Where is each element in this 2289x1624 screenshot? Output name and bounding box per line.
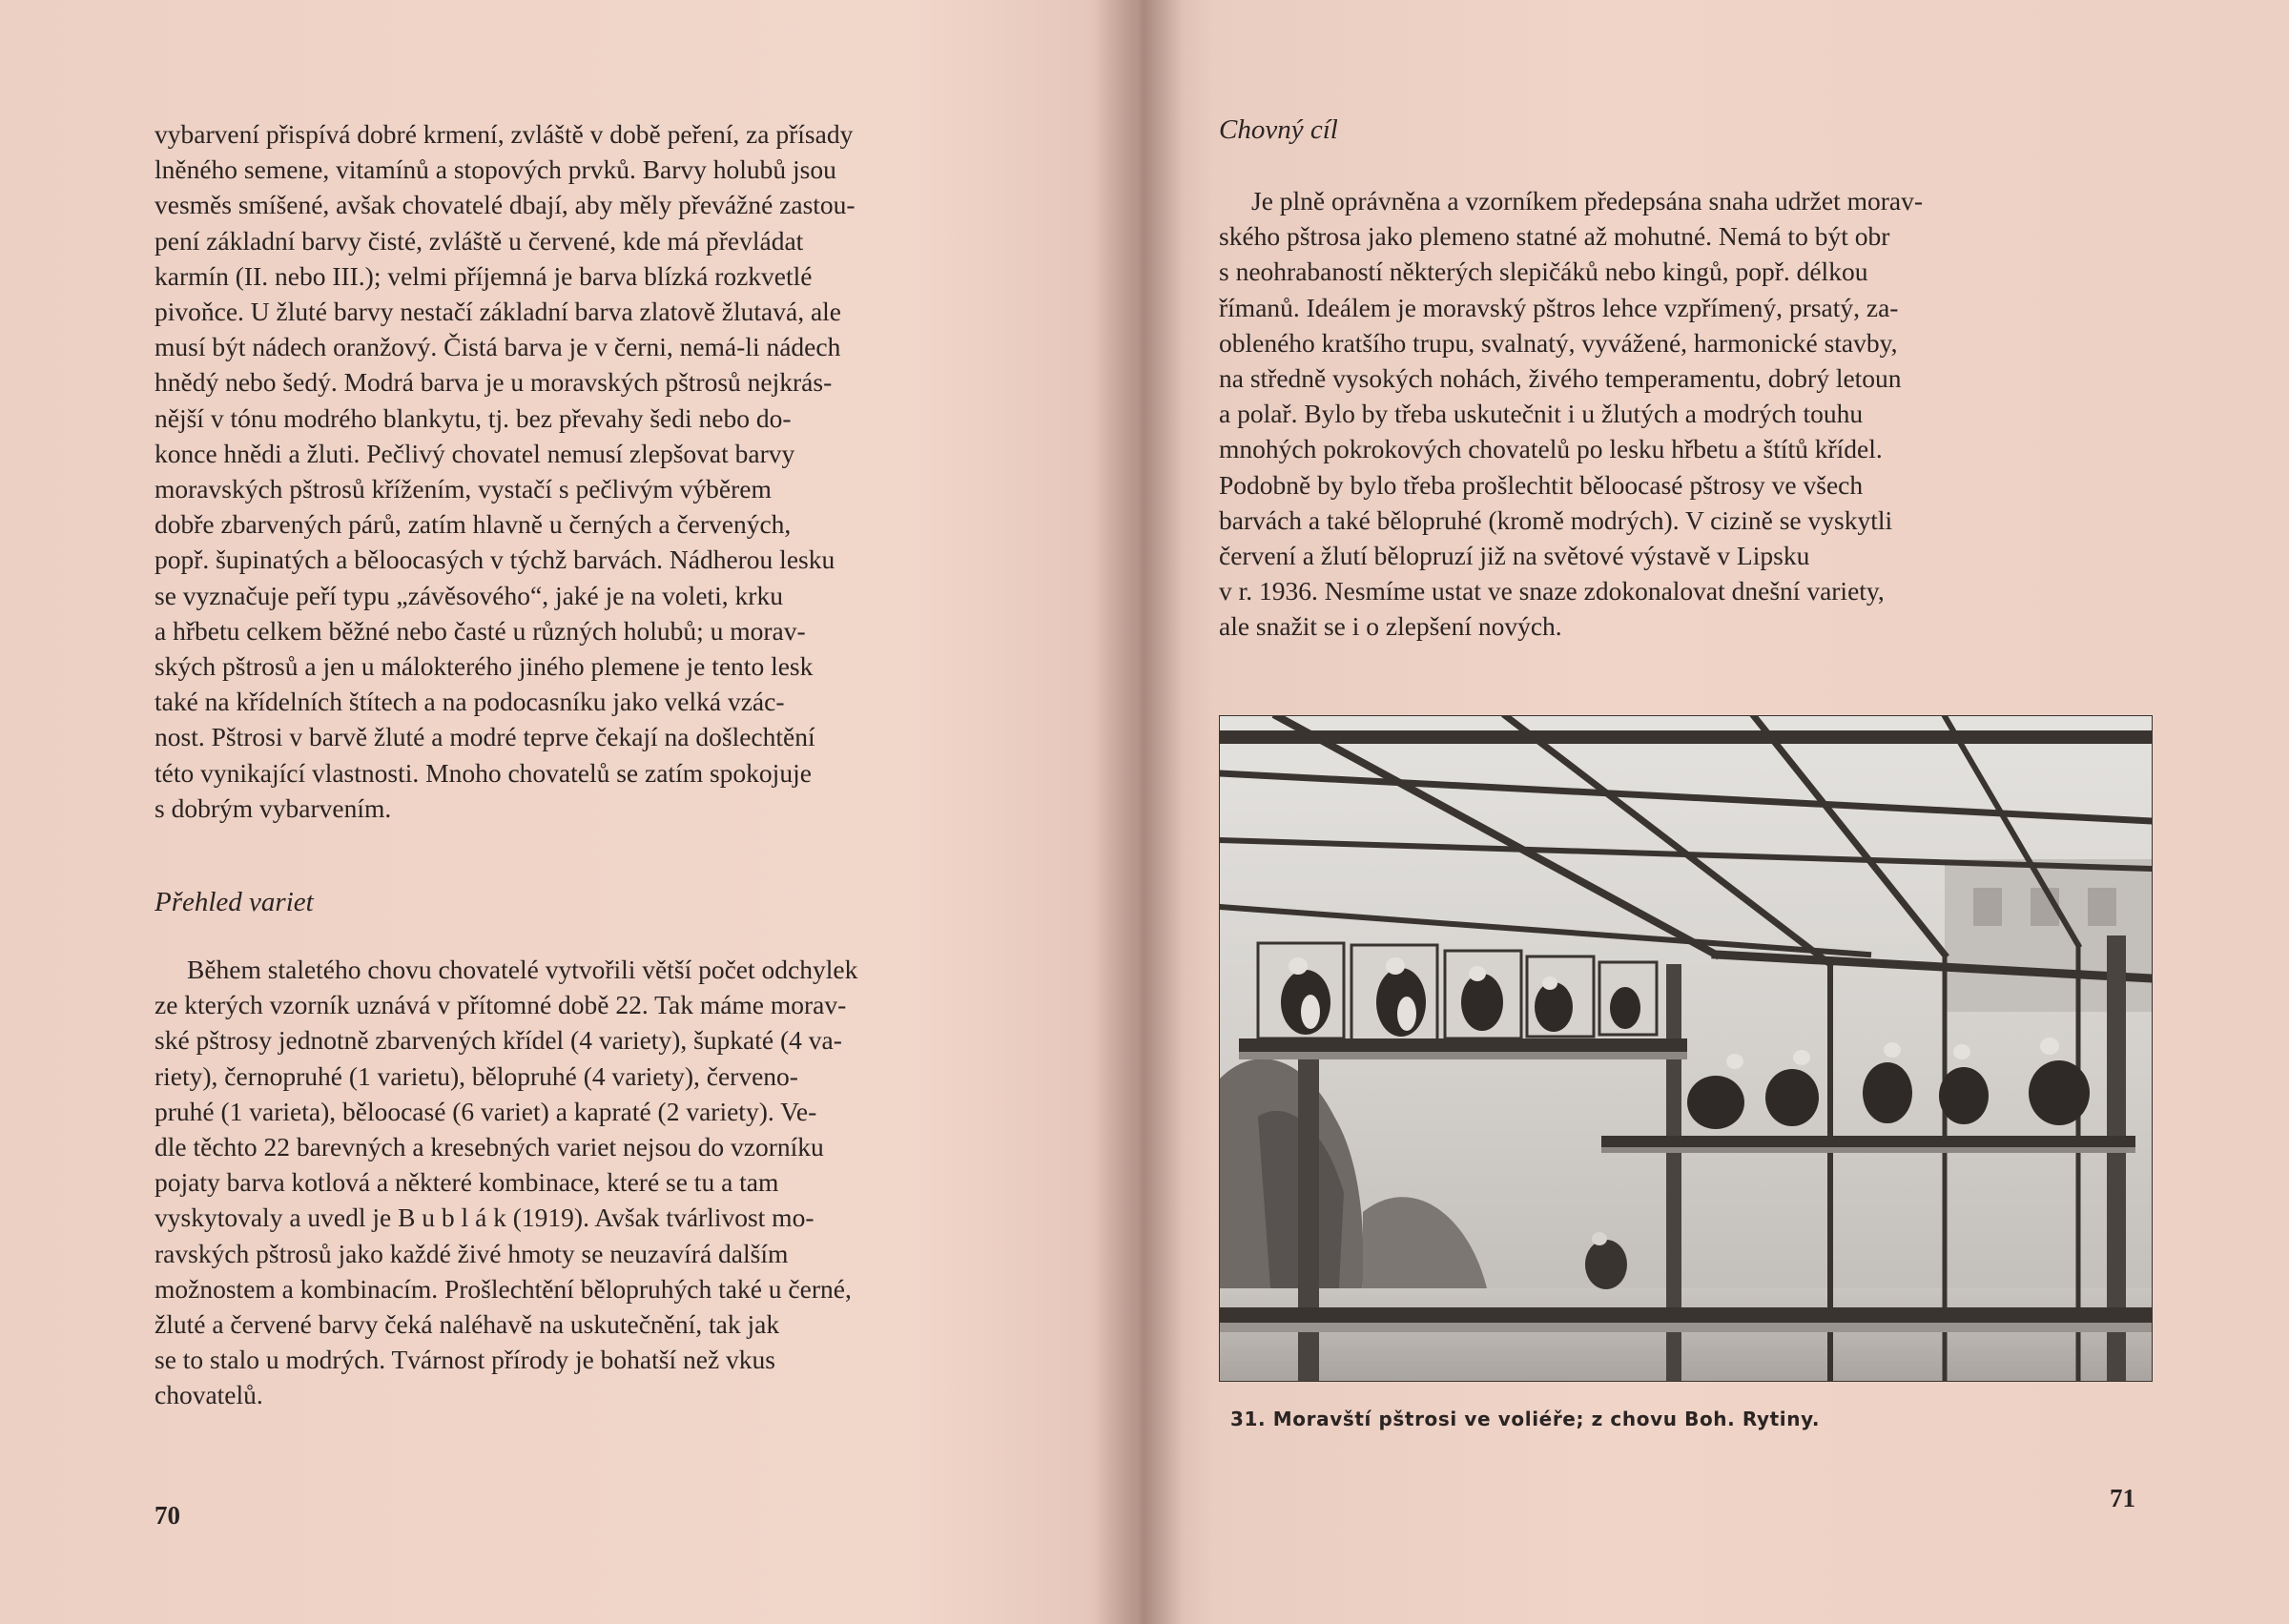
left-p2-line: ské pštrosy jednotně zbarvených křídel (4 variety), šupkaté (4 va-	[155, 1025, 842, 1056]
left-p2-line: dle těchto 22 barevných a kresebných variet nejsou do vzorníku	[155, 1132, 824, 1162]
left-p2-line: Během staletého chovu chovatelé vytvořili větší počet odchylek	[187, 955, 858, 984]
right-p1-line: římanů. Ideálem je moravský pštros lehce vzpřímený, prsatý, za-	[1219, 292, 1899, 322]
right-p1-line: Je plně oprávněna a vzorníkem předepsána snaha udržet morav-	[1251, 186, 1924, 216]
aviary-photo-illustration	[1220, 716, 2152, 1381]
left-p2-line: riety), černopruhé (1 varietu), bělopruhé (4 variety), červeno-	[155, 1060, 798, 1091]
left-p1-line: lněného semene, vitamínů a stopových prvků. Barvy holubů jsou	[155, 154, 836, 185]
right-section-heading: Chovný cíl	[1219, 114, 1338, 145]
page-number-left: 70	[155, 1501, 180, 1530]
left-p1-line: pení základní barvy čisté, zvláště u červené, kde má převládat	[155, 225, 804, 256]
left-p1-line: vybarvení přispívá dobré krmení, zvláště v době peření, za přísady	[155, 119, 854, 149]
left-p1-line: ských pštrosů a jen u málokterého jiného plemene je tento lesk	[155, 651, 814, 682]
left-p2-line: ravských pštrosů jako každé živé hmoty se neuzavírá dalším	[155, 1238, 789, 1268]
right-p1-line: Podobně by bylo třeba prošlechtit běloocasé pštrosy ve všech	[1219, 469, 1864, 500]
left-p1-line: a hřbetu celkem běžné nebo časté u různých holubů; u morav-	[155, 615, 806, 646]
left-paragraph-1	[155, 116, 1072, 826]
left-p2-line: pruhé (1 varieta), běloocasé (6 variet) a kapraté (2 variety). Ve-	[155, 1096, 817, 1126]
right-p1-line: obleného kratšího trupu, svalnatý, vyvážené, harmonické stavby,	[1219, 327, 1898, 358]
left-p2-line: pojaty barva kotlová a některé kombinace, které se tu a tam	[155, 1167, 779, 1198]
left-p2-line: žluté a červené barvy čeká naléhavě na uskutečnění, tak jak	[155, 1309, 780, 1340]
left-p1-line: karmín (II. nebo III.); velmi příjemná je barva blízká rozkvetlé	[155, 260, 813, 291]
page-number-right: 71	[2110, 1484, 2135, 1512]
left-p1-line: se vyznačuje peří typu „závěsového“, jaké je na voleti, krku	[155, 580, 783, 610]
right-p1-line: a polař. Bylo by třeba uskutečnit i u žlutých a modrých touhu	[1219, 399, 1864, 429]
left-p1-line: nost. Pštrosi v barvě žluté a modré teprve čekají na došlechtění	[155, 722, 815, 752]
left-page	[0, 0, 1135, 1624]
left-p2-line: možnostem a kombinacím. Prošlechtění bělopruhých také u černé,	[155, 1273, 852, 1304]
aviary-photo	[1219, 715, 2153, 1382]
right-p1-line: na středně vysokých nohách, živého temperamentu, dobrý letoun	[1219, 363, 1902, 394]
left-p1-line: nější v tónu modrého blankytu, tj. bez převahy šedi nebo do-	[155, 402, 792, 433]
left-p1-line: moravských pštrosů křížením, vystačí s pečlivým výběrem	[155, 474, 772, 504]
left-p1-line: také na křídelních štítech a na podocasníku jako velká vzác-	[155, 687, 785, 717]
left-section-heading: Přehled variet	[155, 887, 314, 917]
right-p1-line: mnohých pokrokových chovatelů po lesku hřbetu a štítů křídel.	[1219, 434, 1883, 464]
right-p1-line: barvách a také bělopruhé (kromě modrých). V cizině se vyskytli	[1219, 504, 1893, 535]
left-p1-line: této vynikající vlastnosti. Mnoho chovatelů se zatím spokojuje	[155, 757, 812, 788]
left-p2-line: vyskytovaly a uvedl je B u b l á k (1919). Avšak tvárlivost mo-	[155, 1203, 815, 1233]
right-p1-line: ale snažit se i o zlepšení nových.	[1219, 611, 1562, 642]
left-paragraph-2	[155, 952, 1072, 1413]
left-p2-line: ze kterých vzorník uznává v přítomné době 22. Tak máme morav-	[155, 990, 847, 1020]
left-p1-line: vesměs smíšené, avšak chovatelé dbají, aby měly převážné zastou-	[155, 190, 856, 220]
right-paragraph-1	[1219, 183, 2144, 645]
right-p1-line: červení a žlutí bělopruzí již na světové výstavě v Lipsku	[1219, 541, 1810, 571]
right-p1-line: v r. 1936. Nesmíme ustat ve snaze zdokonalovat dnešní variety,	[1219, 576, 1885, 606]
left-p1-line: hnědý nebo šedý. Modrá barva je u moravských pštrosů nejkrás-	[155, 367, 833, 398]
left-p1-line: dobře zbarvených párů, zatím hlavně u černých a červených,	[155, 509, 792, 540]
figure-caption: 31. Moravští pštrosi ve voliéře; z chovu Boh. Rytiny.	[1230, 1408, 1821, 1430]
right-p1-line: ského pštrosa jako plemeno statné až mohutné. Nemá to být obr	[1219, 221, 1890, 252]
left-p1-line: s dobrým vybarvením.	[155, 792, 392, 823]
left-p1-line: popř. šupinatých a běloocasých v týchž barvách. Nádherou lesku	[155, 545, 835, 575]
left-p1-line: musí být nádech oranžový. Čistá barva je v černi, nemá-li nádech	[155, 332, 841, 362]
left-p2-line: se to stalo u modrých. Tvárnost přírody je bohatší než vkus	[155, 1345, 775, 1375]
left-p1-line: konce hnědi a žluti. Pečlivý chovatel nemusí zlepšovat barvy	[155, 438, 795, 468]
left-p2-line: chovatelů.	[155, 1380, 263, 1410]
right-p1-line: s neohrabaností některých slepičáků nebo kingů, popř. délkou	[1219, 257, 1868, 287]
left-p1-line: pivoňce. U žluté barvy nestačí základní barva zlatově žlutavá, ale	[155, 297, 842, 327]
